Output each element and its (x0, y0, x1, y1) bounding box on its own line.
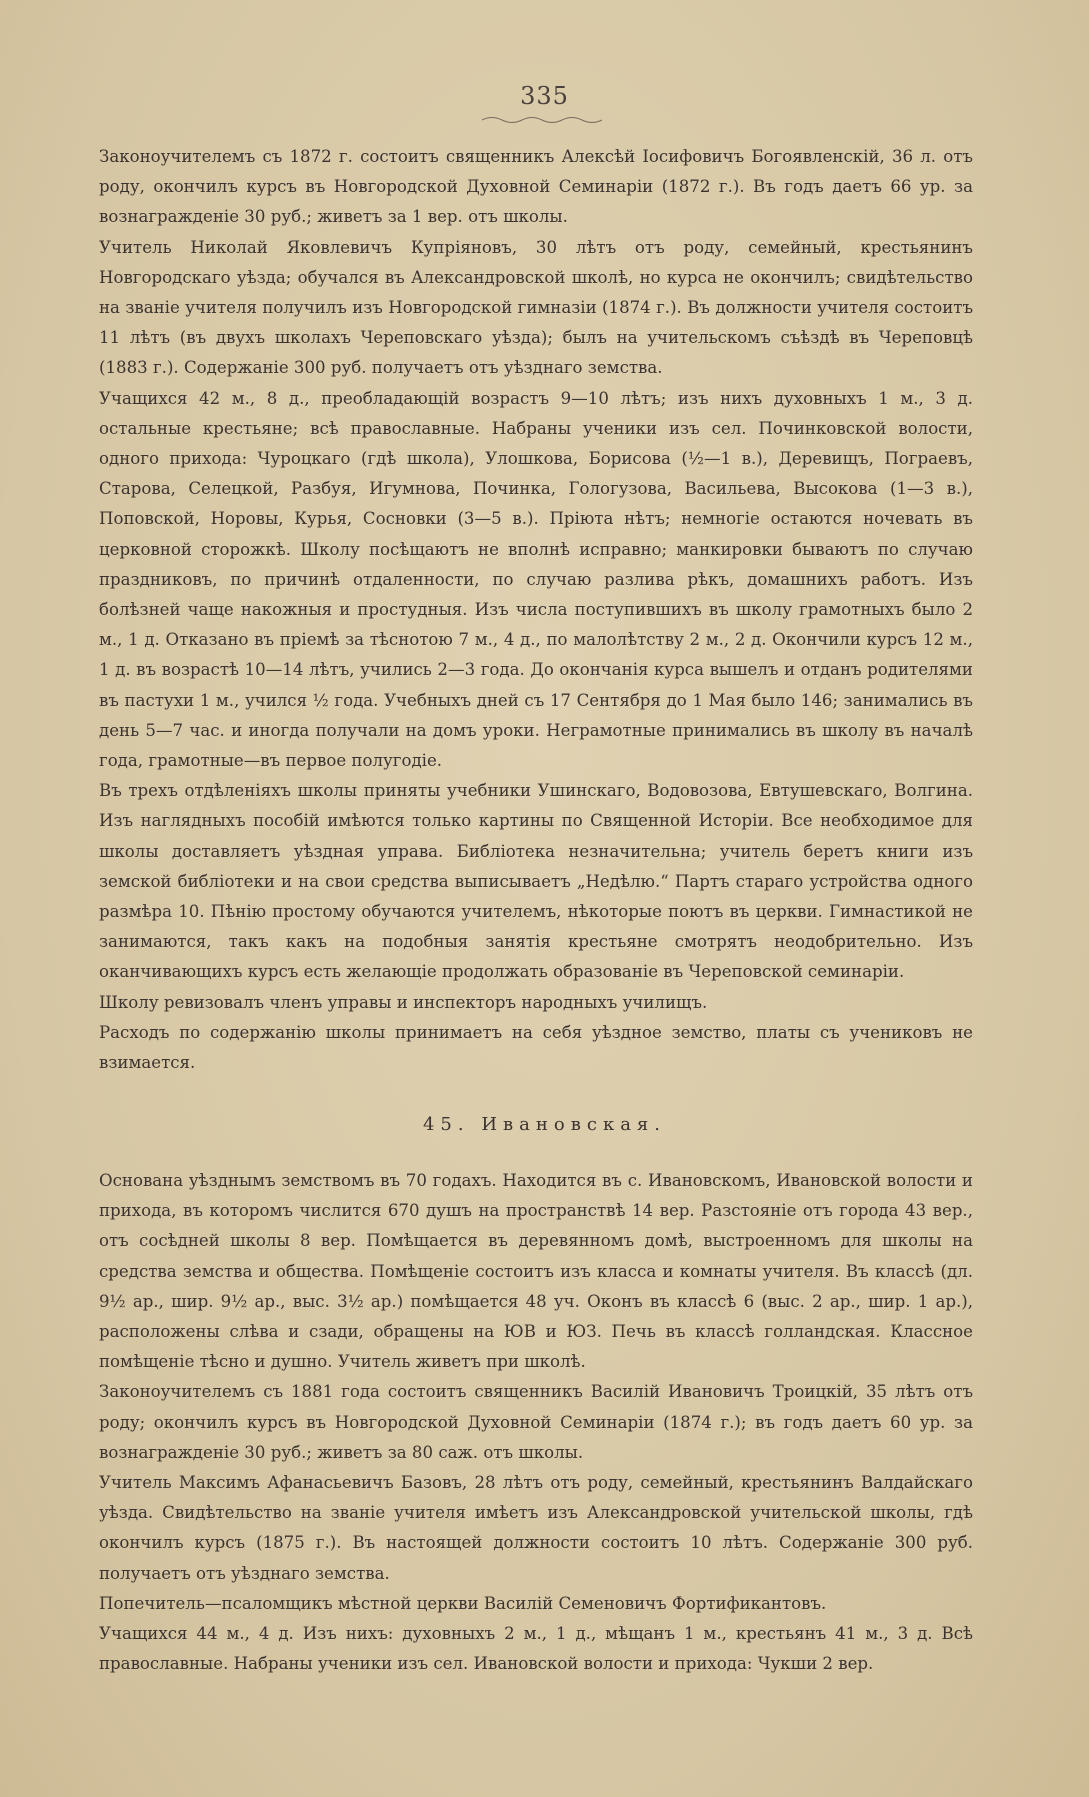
paragraph-students: Учащихся 44 м., 4 д. Изъ нихъ: духовныхъ 2 м., 1 д., мѣщанъ 1 м., крестьянъ 41 м., 3 д. Всѣ православные. Набраны ученики изъ сел. Ивановской волости и прихода: Чукши 2 вер. (99, 1624, 973, 1674)
paragraph-inspection: Школу ревизовалъ членъ управы и инспекторъ народныхъ училищъ. (99, 992, 708, 1012)
page-number: 335 (520, 82, 569, 110)
paragraph-law-teacher: Законоучителемъ съ 1881 года состоитъ священникъ Василій Ивановичъ Троицкій, 35 лѣтъ отъ роду; окончилъ курсъ въ Новгородской Духовной Семинаріи (1874 г.); въ годъ даетъ 60 ур. за вознагражденіе 30 руб.; живетъ за 80 саж. отъ школы. (99, 1382, 973, 1462)
section-44-text (99, 142, 973, 1078)
section-45-heading: 45. Ивановская. (422, 1114, 667, 1135)
paragraph-law-teacher: Законоучителемъ съ 1872 г. состоитъ священникъ Алексѣй Іосифовичъ Богоявленскій, 36 л. отъ роду, окончилъ курсъ въ Новгородской Духовной Семинаріи (1872 г.). Въ годъ даетъ 66 ур. за вознагражденіе 30 руб.; живетъ за 1 вер. отъ школы. (99, 147, 973, 227)
paragraph-teacher: Учитель Максимъ Афанасьевичъ Базовъ, 28 лѣтъ отъ роду, семейный, крестьянинъ Валдайскаго уѣзда. Свидѣтельство на званіе учителя имѣетъ изъ Александровской учительской школы, гдѣ окончилъ курсъ (1875 г.). Въ настоящей должности состоитъ 10 лѣтъ. Содержаніе 300 руб. получаетъ отъ уѣзднаго земства. (99, 1473, 973, 1583)
paragraph-teacher: Учитель Николай Яковлевичъ Купріяновъ, 30 лѣтъ отъ роду, семейный, крестьянинъ Новгородскаго уѣзда; обучался въ Александровской школѣ, но курса не окончилъ; свидѣтельство на званіе учителя получилъ изъ Новгородской гимназіи (1874 г.). Въ должности учителя состоитъ 11 лѣтъ (въ двухъ школахъ Череповскаго уѣзда); былъ на учительскомъ съѣздѣ въ Череповцѣ (1883 г.). Содержаніе 300 руб. получаетъ отъ уѣзднаго земства. (99, 237, 973, 378)
section-45-text (99, 1166, 973, 1679)
paragraph-students: Учащихся 42 м., 8 д., преобладающій возрастъ 9—10 лѣтъ; изъ нихъ духовныхъ 1 м., 3 д. остальные крестьяне; всѣ православные. Набраны ученики изъ сел. Починковской волости, одного прихода: Чуроцкаго (гдѣ школа), Улошкова, Борисова (½—1 в.), Деревищъ, Пограевъ, Старова, Селецкой, Разбуя, Игумнова, Починка, Гологузова, Васильева, Высокова (1—3 в.), Поповской, Норовы, Курья, Сосновки (3—5 в.). Пріюта нѣтъ; немногіе остаются ночевать въ церковной сторожкѣ. Школу посѣщаютъ не вполнѣ исправно; манкировки бываютъ по случаю праздниковъ, по причинѣ отдаленности, по случаю разлива рѣкъ, домашнихъ работъ. Изъ болѣзней чаще накожныя и простудныя. Изъ числа поступившихъ въ школу грамотныхъ было 2 м., 1 д. Отказано въ пріемѣ за тѣснотою 7 м., 4 д., по малолѣтству 2 м., 2 д. Окончили курсъ 12 м., 1 д. въ возрастѣ 10—14 лѣтъ, учились 2—3 года. До окончанія курса вышелъ и отданъ родителями въ пастухи 1 м., учился ½ года. Учебныхъ дней съ 17 Сентября до 1 Мая было 146; занимались въ день 5—7 час. и иногда получали на домъ уроки. Неграмотные принимались въ школу въ началѣ года, грамотные—въ первое полугодіе. (99, 388, 973, 771)
paragraph-expenses: Расходъ по содержанію школы принимаетъ на себя уѣздное земство, платы съ учениковъ не взимается. (99, 1022, 973, 1073)
ornament-divider (480, 114, 605, 124)
paragraph-trustee: Попечитель—псаломщикъ мѣстной церкви Василій Семеновичъ Фортификантовъ. (99, 1593, 827, 1613)
paragraph-textbooks: Въ трехъ отдѣленіяхъ школы приняты учебники Ушинскаго, Водовозова, Евтушевскаго, Волгина. Изъ наглядныхъ пособій имѣются только картины по Священной Исторіи. Все необходимое для школы доставляетъ уѣздная управа. Библіотека незначительна; учитель беретъ книги изъ земской библіотеки и на свои средства выписываетъ „Недѣлю.“ Партъ стараго устройства одного размѣра 10. Пѣнію простому обучаются учителемъ, нѣкоторые поютъ въ церкви. Гимнастикой не занимаются, такъ какъ на подобныя занятія крестьяне смотрятъ неодобрительно. Изъ оканчивающихъ курсъ есть желающіе продолжать образованіе въ Череповской семинаріи. (99, 781, 973, 982)
paragraph-founding: Основана уѣзднымъ земствомъ въ 70 годахъ. Находится въ с. Ивановскомъ, Ивановской волости и прихода, въ которомъ числится 670 душъ на пространствѣ 14 вер. Разстояніе отъ города 43 вер., отъ сосѣдней школы 8 вер. Помѣщается въ деревянномъ домѣ, выстроенномъ для школы на средства земства и общества. Помѣщеніе состоитъ изъ класса и комнаты учителя. Въ классѣ (дл. 9½ ар., шир. 9½ ар., выс. 3½ ар.) помѣщается 48 уч. Оконъ въ классѣ 6 (выс. 2 ар., шир. 1 ар.), расположены слѣва и сзади, обращены на ЮВ и ЮЗ. Печь въ классѣ голландская. Классное помѣщеніе тѣсно и душно. Учитель живетъ при школѣ. (99, 1171, 973, 1372)
